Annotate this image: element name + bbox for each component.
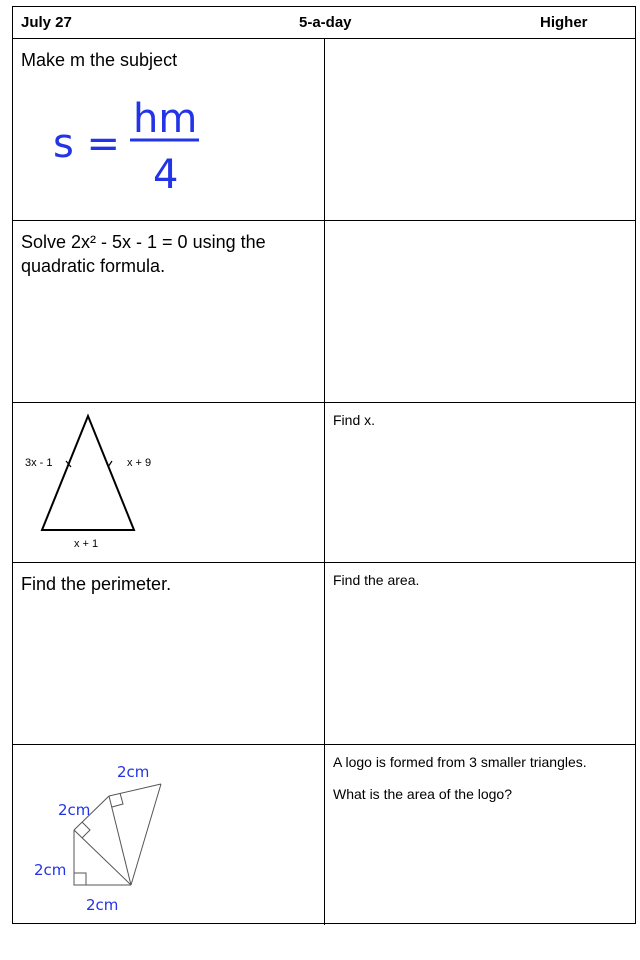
q3-answer-cell [325,403,637,562]
equal-side-tick-right [108,461,112,467]
isosceles-triangle-diagram [13,403,323,561]
q2-cell [13,221,325,402]
logo-edge [109,784,161,796]
question-row-3 [13,403,635,563]
q5-text-2: What is the area of the logo? [333,786,512,802]
q4-right-prompt: Find the area. [333,572,420,588]
q5-text-block [333,753,633,817]
q2-answer-cell [325,221,637,402]
q5-answer-cell [325,745,637,925]
q5-lower-left-label: 2cm [34,861,67,879]
logo-edge [109,796,131,885]
q5-top-label: 2cm [117,763,150,781]
q4-right-cell [325,563,637,744]
q2-prompt: Solve 2x² - 5x - 1 = 0 using the quadratic formula. [21,232,266,276]
q4-left-prompt: Find the perimeter. [21,574,172,594]
question-row-1 [13,39,635,221]
q3-prompt: Find x. [333,412,376,428]
q5-cell [13,745,325,925]
q5-bottom-label: 2cm [86,896,119,914]
right-angle-marker [74,873,86,885]
question-row-4 [13,563,635,745]
right-angle-marker [82,822,90,838]
q1-formula [13,77,313,217]
worksheet [12,6,636,924]
logo-triangles-diagram [13,745,323,923]
q1-cell [13,39,325,220]
q4-left-cell [13,563,325,744]
q1-formula-numerator: hm [133,96,198,142]
q3-base-label: x + 1 [74,538,99,550]
triangle-shape [42,416,134,530]
q1-formula-lhs: s = [53,121,121,167]
logo-edge [74,830,131,885]
logo-edge [131,784,161,885]
q1-answer-cell [325,39,637,220]
header-date: July 27 [21,14,72,31]
q1-prompt: Make m the subject [21,50,178,70]
q3-right-side-label: x + 9 [127,457,152,469]
header-title: 5-a-day [299,14,352,31]
q5-upper-left-label: 2cm [58,801,91,819]
q5-text-1: A logo is formed from 3 smaller triangles. [333,754,587,770]
question-row-5 [13,745,635,925]
worksheet-header [13,7,635,39]
q3-cell [13,403,325,562]
q1-formula-denominator: 4 [153,152,179,198]
header-level: Higher [540,14,588,31]
q3-left-side-label: 3x - 1 [25,457,53,469]
question-row-2 [13,221,635,403]
